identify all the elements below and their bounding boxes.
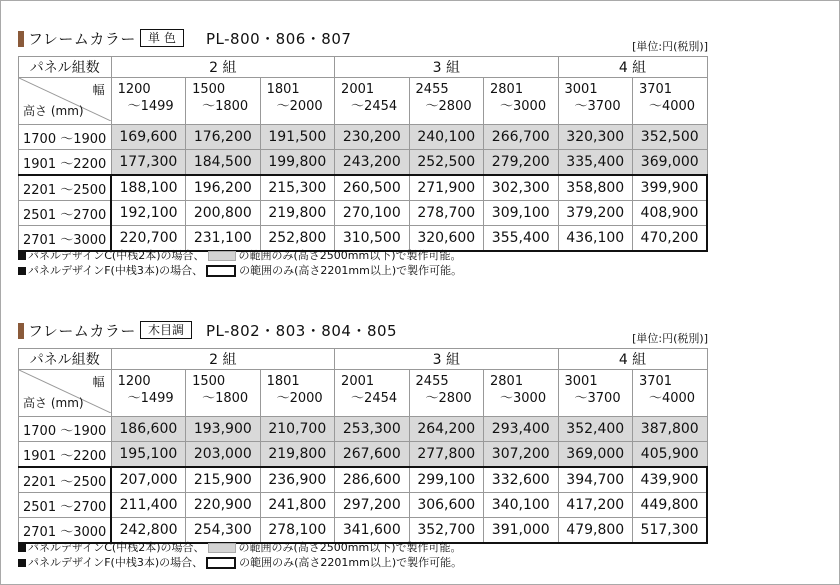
price-cell: 267,600	[335, 442, 409, 468]
group-header: 4 組	[558, 57, 707, 78]
note-design-c	[18, 540, 462, 555]
table-row	[19, 467, 708, 493]
outline-swatch-icon	[206, 265, 236, 277]
price-cell: 470,200	[632, 226, 707, 252]
gray-swatch-icon	[208, 251, 236, 261]
title-marker	[18, 31, 24, 47]
price-cell: 352,700	[409, 518, 483, 544]
price-cell: 270,100	[335, 201, 409, 226]
note-f-prefix: パネルデザインF(中桟3本)の場合、	[28, 556, 204, 569]
group-header: 3 組	[335, 57, 558, 78]
price-cell: 293,400	[484, 417, 558, 442]
range-end: ～2454	[351, 99, 398, 114]
group-header: 2 組	[111, 349, 334, 370]
price-cell: 302,300	[484, 175, 558, 201]
height-range-label: 2201 ～2500	[19, 175, 112, 201]
price-cell: 177,300	[111, 150, 185, 176]
notes	[18, 248, 462, 278]
width-label: 幅	[92, 83, 105, 97]
price-cell: 215,300	[260, 175, 334, 201]
range-header-row	[19, 78, 708, 125]
price-cell: 279,200	[484, 150, 558, 176]
range-start: 3701	[638, 374, 673, 389]
price-cell: 230,200	[335, 125, 409, 150]
range-header-row	[19, 370, 708, 417]
table-row	[19, 125, 708, 150]
range-start: 2001	[341, 374, 375, 389]
range-end: ～1499	[127, 391, 174, 406]
table-row	[19, 442, 708, 468]
price-cell: 439,900	[632, 467, 707, 493]
notes	[18, 540, 462, 570]
range-start: 2455	[415, 374, 449, 389]
color-type-badge: 木目調	[140, 321, 192, 339]
gray-swatch-icon	[208, 543, 236, 553]
price-cell: 195,100	[111, 442, 185, 468]
price-cell: 399,900	[632, 175, 707, 201]
range-end: ～3700	[574, 99, 621, 114]
price-cell: 210,700	[260, 417, 334, 442]
width-range-header	[409, 78, 483, 125]
price-cell: 186,600	[111, 417, 185, 442]
range-start: 2801	[490, 374, 524, 389]
price-cell: 253,300	[335, 417, 409, 442]
table-row	[19, 175, 708, 201]
range-start: 2455	[415, 82, 449, 97]
note-f-suffix: の範囲のみ(高さ2201mm以上)で製作可能。	[239, 556, 463, 569]
price-cell: 240,100	[409, 125, 483, 150]
width-range-header	[632, 370, 707, 417]
width-range-header	[335, 370, 409, 417]
axis-corner-cell	[19, 370, 112, 417]
group-header-row	[19, 349, 708, 370]
price-cell: 278,700	[409, 201, 483, 226]
price-cell: 320,600	[409, 226, 483, 252]
price-cell: 184,500	[186, 150, 260, 176]
unit-label: [単位:円(税別)]	[632, 332, 708, 345]
range-start: 3001	[564, 374, 598, 389]
height-label: 高さ	[23, 396, 48, 410]
height-range-label: 2701 ～3000	[19, 226, 112, 252]
price-cell: 169,600	[111, 125, 185, 150]
price-table	[18, 348, 708, 544]
range-start: 1801	[266, 82, 300, 97]
price-cell: 278,100	[260, 518, 334, 544]
height-range-label: 2701 ～3000	[19, 518, 112, 544]
range-end: ～3000	[500, 391, 547, 406]
range-end: ～1800	[202, 391, 249, 406]
group-header-row	[19, 57, 708, 78]
price-cell: 203,000	[186, 442, 260, 468]
price-cell: 196,200	[186, 175, 260, 201]
section-header	[18, 318, 708, 344]
section-title: フレームカラー	[28, 322, 136, 340]
range-end: ～3000	[500, 99, 547, 114]
price-cell: 310,500	[335, 226, 409, 252]
price-table	[18, 56, 708, 252]
price-cell: 242,800	[111, 518, 185, 544]
range-end: ～2000	[276, 99, 323, 114]
price-cell: 436,100	[558, 226, 632, 252]
model-numbers: PL-800・806・807	[206, 30, 352, 48]
section-header	[18, 26, 708, 52]
range-start: 2001	[341, 82, 375, 97]
price-cell: 320,300	[558, 125, 632, 150]
width-range-header	[111, 78, 185, 125]
axis-corner-cell	[19, 78, 112, 125]
price-cell: 297,200	[335, 493, 409, 518]
price-cell: 517,300	[632, 518, 707, 544]
range-end: ～1800	[202, 99, 249, 114]
range-end: ～2000	[276, 391, 323, 406]
price-cell: 231,100	[186, 226, 260, 252]
width-range-header	[409, 370, 483, 417]
price-cell: 252,800	[260, 226, 334, 252]
price-cell: 220,900	[186, 493, 260, 518]
price-cell: 479,800	[558, 518, 632, 544]
range-end: ～2800	[425, 391, 472, 406]
panel-count-label: パネル組数	[19, 349, 112, 370]
price-section-1	[18, 26, 708, 277]
price-cell: 387,800	[632, 417, 707, 442]
table-row	[19, 417, 708, 442]
table-row	[19, 150, 708, 176]
height-label: 高さ	[23, 104, 48, 118]
note-c-prefix: パネルデザインC(中桟2本)の場合、	[28, 249, 205, 262]
price-cell: 335,400	[558, 150, 632, 176]
bullet-square-icon	[18, 252, 26, 260]
width-range-header	[558, 78, 632, 125]
price-cell: 369,000	[558, 442, 632, 468]
width-range-header	[260, 370, 334, 417]
price-cell: 199,800	[260, 150, 334, 176]
table-row	[19, 201, 708, 226]
group-header: 3 組	[335, 349, 558, 370]
price-cell: 277,800	[409, 442, 483, 468]
price-cell: 358,800	[558, 175, 632, 201]
width-range-header	[632, 78, 707, 125]
price-cell: 369,000	[632, 150, 707, 176]
price-cell: 408,900	[632, 201, 707, 226]
group-header: 4 組	[558, 349, 707, 370]
bullet-square-icon	[18, 267, 26, 275]
note-c-suffix: の範囲のみ(高さ2500mm以下)で製作可能。	[238, 249, 462, 262]
mm-label: (mm)	[50, 104, 84, 118]
bullet-square-icon	[18, 544, 26, 552]
price-cell: 264,200	[409, 417, 483, 442]
price-cell: 391,000	[484, 518, 558, 544]
price-section-2	[18, 318, 708, 569]
width-range-header	[186, 370, 260, 417]
price-cell: 188,100	[111, 175, 185, 201]
width-range-header	[186, 78, 260, 125]
price-cell: 394,700	[558, 467, 632, 493]
width-range-header	[260, 78, 334, 125]
width-range-header	[111, 370, 185, 417]
width-label: 幅	[92, 375, 105, 389]
price-cell: 215,900	[186, 467, 260, 493]
bullet-square-icon	[18, 559, 26, 567]
range-end: ～3700	[574, 391, 621, 406]
range-start: 2801	[490, 82, 524, 97]
note-c-suffix: の範囲のみ(高さ2500mm以下)で製作可能。	[238, 541, 462, 554]
height-range-label: 2501 ～2700	[19, 493, 112, 518]
range-end: ～2454	[351, 391, 398, 406]
price-cell: 220,700	[111, 226, 185, 252]
price-cell: 307,200	[484, 442, 558, 468]
range-end: ～4000	[648, 391, 696, 406]
price-cell: 352,500	[632, 125, 707, 150]
price-cell: 176,200	[186, 125, 260, 150]
note-f-suffix: の範囲のみ(高さ2201mm以上)で製作可能。	[239, 264, 463, 277]
title-marker	[18, 323, 24, 339]
width-range-header	[484, 370, 558, 417]
note-design-f	[18, 263, 462, 278]
width-range-header	[484, 78, 558, 125]
note-design-f	[18, 555, 462, 570]
height-range-label: 1700 ～1900	[19, 125, 112, 150]
height-range-label: 2501 ～2700	[19, 201, 112, 226]
height-label-wrap	[23, 103, 84, 120]
price-cell: 252,500	[409, 150, 483, 176]
price-cell: 191,500	[260, 125, 334, 150]
width-range-header	[335, 78, 409, 125]
range-start: 1500	[192, 374, 226, 389]
price-cell: 332,600	[484, 467, 558, 493]
price-cell: 352,400	[558, 417, 632, 442]
price-cell: 193,900	[186, 417, 260, 442]
price-cell: 299,100	[409, 467, 483, 493]
range-start: 3701	[638, 82, 673, 97]
panel-count-label: パネル組数	[19, 57, 112, 78]
height-label-wrap	[23, 395, 84, 412]
group-header: 2 組	[111, 57, 334, 78]
price-cell: 219,800	[260, 201, 334, 226]
price-cell: 355,400	[484, 226, 558, 252]
price-cell: 286,600	[335, 467, 409, 493]
price-cell: 200,800	[186, 201, 260, 226]
price-cell: 254,300	[186, 518, 260, 544]
price-cell: 207,000	[111, 467, 185, 493]
price-cell: 211,400	[111, 493, 185, 518]
price-cell: 219,800	[260, 442, 334, 468]
mm-label: (mm)	[50, 396, 84, 410]
price-cell: 266,700	[484, 125, 558, 150]
price-cell: 449,800	[632, 493, 707, 518]
note-f-prefix: パネルデザインF(中桟3本)の場合、	[28, 264, 204, 277]
price-cell: 379,200	[558, 201, 632, 226]
price-cell: 405,900	[632, 442, 707, 468]
range-end: ～1499	[127, 99, 174, 114]
section-title: フレームカラー	[28, 30, 136, 48]
range-start: 1500	[192, 82, 226, 97]
range-start: 1801	[266, 374, 300, 389]
height-range-label: 2201 ～2500	[19, 467, 112, 493]
range-start: 1200	[117, 82, 151, 97]
price-cell: 306,600	[409, 493, 483, 518]
price-cell: 417,200	[558, 493, 632, 518]
range-end: ～2800	[425, 99, 472, 114]
table-row	[19, 493, 708, 518]
unit-label: [単位:円(税別)]	[632, 40, 708, 53]
price-cell: 271,900	[409, 175, 483, 201]
price-cell: 309,100	[484, 201, 558, 226]
color-type-badge: 単 色	[140, 29, 184, 47]
price-cell: 241,800	[260, 493, 334, 518]
range-start: 1200	[117, 374, 151, 389]
price-cell: 243,200	[335, 150, 409, 176]
outline-swatch-icon	[206, 557, 236, 569]
height-range-label: 1700 ～1900	[19, 417, 112, 442]
height-range-label: 1901 ～2200	[19, 150, 112, 176]
note-c-prefix: パネルデザインC(中桟2本)の場合、	[28, 541, 205, 554]
height-range-label: 1901 ～2200	[19, 442, 112, 468]
price-cell: 192,100	[111, 201, 185, 226]
price-cell: 340,100	[484, 493, 558, 518]
price-cell: 260,500	[335, 175, 409, 201]
range-end: ～4000	[648, 99, 696, 114]
model-numbers: PL-802・803・804・805	[206, 322, 398, 340]
price-cell: 236,900	[260, 467, 334, 493]
note-design-c	[18, 248, 462, 263]
width-range-header	[558, 370, 632, 417]
price-cell: 341,600	[335, 518, 409, 544]
range-start: 3001	[564, 82, 598, 97]
